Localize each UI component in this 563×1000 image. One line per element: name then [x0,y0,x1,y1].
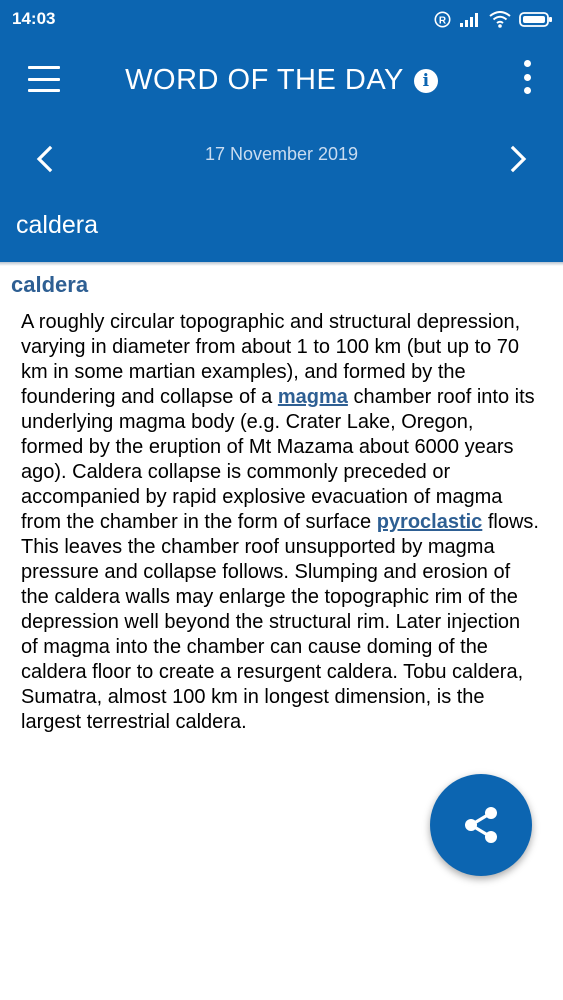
page-title: WORD OF THE DAY [125,64,404,96]
title-wrap [0,64,563,97]
more-icon-dot [524,87,531,94]
registered-icon [434,11,451,28]
date-label: 17 November 2019 [204,144,359,164]
info-icon[interactable]: i [414,69,438,93]
battery-icon [519,11,553,28]
share-icon [459,803,503,847]
app-bar-shadow [0,262,563,266]
status-bar [0,0,563,40]
next-day-button[interactable] [503,144,533,174]
more-options-button[interactable] [521,60,533,94]
definition-text: flows. This leaves the chamber roof unsupported by magma pressure and collapse follows. Slumping and erosion of the caldera walls may enlarge the topographic rim of the depression well beyond the structural rim. Later injection of magma into the chamber can cause doming of the caldera floor to create a resurgent caldera. Tobu caldera, Sumatra, almost 100 km in longest dimension, is the largest terrestrial caldera. [21,511,539,733]
definition-text: A roughly circular topographic and structural depression, varying in diameter from about 1 to 100 km (but up to 70 km in some martian examples), and formed by the foundering and collapse of a [21,311,521,408]
more-icon-dot [524,60,531,67]
signal-icon [459,11,481,27]
more-icon-dot [524,74,531,81]
status-icons [434,9,553,29]
link-pyroclastic[interactable]: pyroclastic [376,511,483,533]
app-bar [0,40,563,262]
word-heading: caldera [16,211,98,239]
share-button[interactable] [430,774,532,876]
wifi-icon [489,11,511,28]
link-magma[interactable]: magma [277,386,348,408]
definition-text: chamber roof into its underlying magma body (e.g. Crater Lake, Oregon, formed by the eruption of Mt Mazama about 6000 years ago). Caldera collapse is commonly preceded or accompanied by rapid explosive evacuation of magma from the chamber in the form of surface [21,386,535,533]
entry-term: caldera [11,272,89,297]
entry-definition [21,310,541,735]
chevron-right-icon [503,144,533,174]
svg-text:R: R [438,15,447,26]
status-time: 14:03 [12,9,56,28]
